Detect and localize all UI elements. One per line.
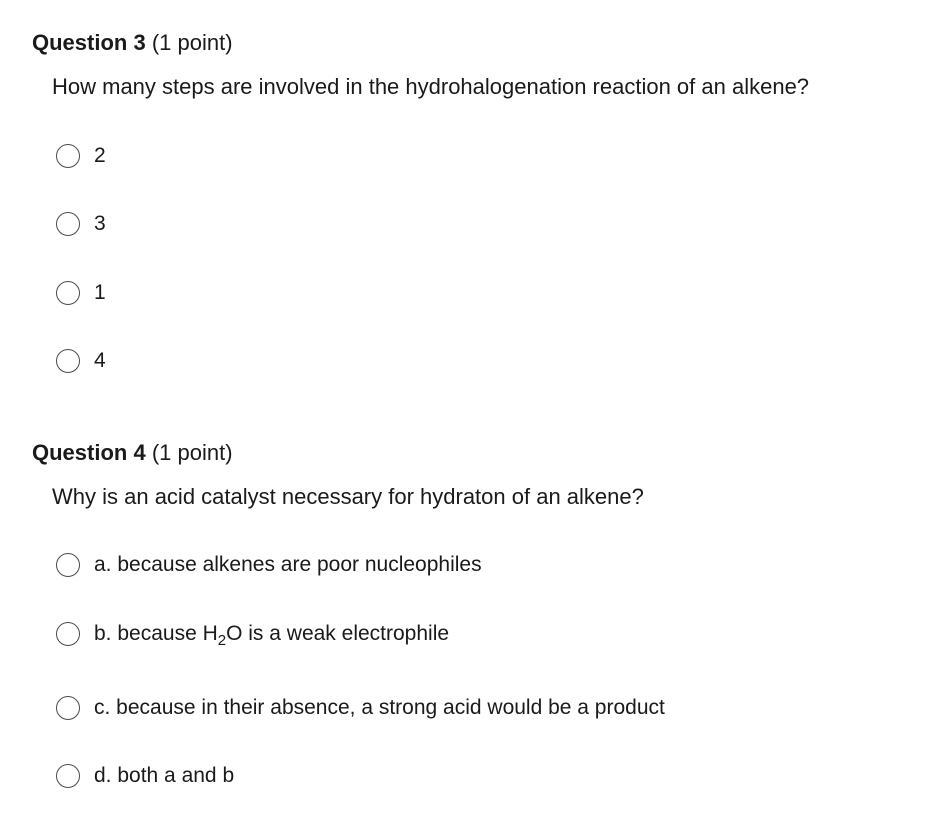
answer-option[interactable]: [56, 762, 234, 790]
answer-option-label: [94, 621, 449, 647]
question-title: Question 3: [32, 30, 146, 55]
question-title: Question 4: [32, 440, 146, 465]
answer-option[interactable]: [56, 210, 106, 238]
radio-button-icon[interactable]: [56, 281, 80, 305]
radio-button-icon[interactable]: [56, 696, 80, 720]
radio-button-icon[interactable]: [56, 622, 80, 646]
answer-option[interactable]: [56, 279, 106, 307]
question-points: (1 point): [151, 440, 233, 465]
question-text: How many steps are involved in the hydrohalogenation reaction of an alkene?: [52, 74, 810, 99]
answer-option-label: 3: [94, 212, 106, 235]
question-header: [32, 30, 233, 56]
radio-button-icon[interactable]: [56, 764, 80, 788]
answer-option[interactable]: [56, 694, 665, 722]
answer-option-label: 2: [94, 144, 106, 167]
answer-option[interactable]: [56, 142, 106, 170]
question-header: [32, 440, 233, 466]
radio-button-icon[interactable]: [56, 349, 80, 373]
subscript-two: 2: [217, 632, 227, 649]
answer-option-label: a. because alkenes are poor nucleophiles: [94, 553, 482, 576]
answer-option-label-text: O is a weak electrophile: [226, 622, 450, 645]
radio-button-icon[interactable]: [56, 144, 80, 168]
question-text: Why is an acid catalyst necessary for hydraton of an alkene?: [52, 484, 644, 509]
question-points: (1 point): [151, 30, 233, 55]
answer-option[interactable]: [56, 620, 449, 648]
answer-option-label-text: b. because H: [94, 622, 218, 645]
answer-option-label: 1: [94, 281, 106, 304]
radio-button-icon[interactable]: [56, 553, 80, 577]
answer-option-label: 4: [94, 349, 106, 372]
radio-button-icon[interactable]: [56, 212, 80, 236]
answer-option-label: d. both a and b: [94, 764, 235, 787]
answer-option[interactable]: [56, 347, 106, 375]
answer-option[interactable]: [56, 551, 482, 579]
answer-option-label: c. because in their absence, a strong acid would be a product: [94, 696, 665, 719]
